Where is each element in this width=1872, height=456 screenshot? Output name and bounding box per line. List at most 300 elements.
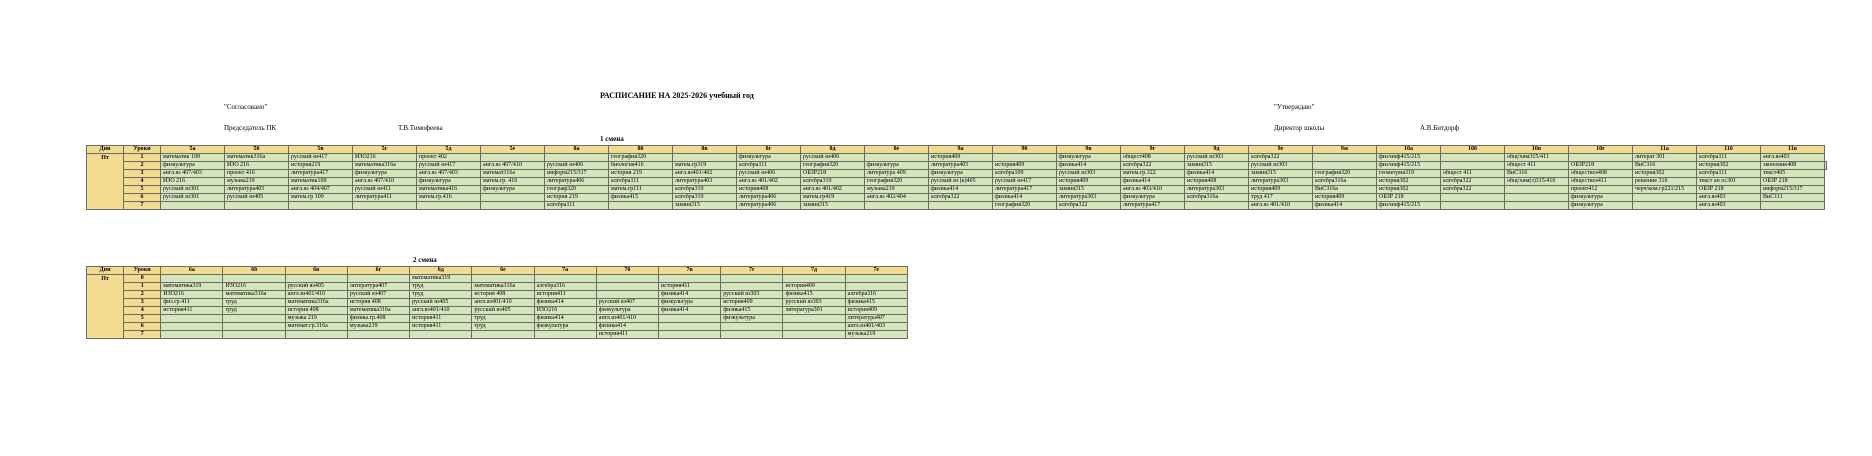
schedule-cell: англ.яз403 xyxy=(1761,154,1825,162)
schedule-cell: литература406 xyxy=(545,178,609,186)
schedule-cell: математ.гр.316а xyxy=(285,323,347,331)
class-header: 10а xyxy=(1377,146,1441,154)
schedule-cell: общест 411 xyxy=(1505,162,1569,170)
schedule-cell: физика414 xyxy=(534,315,596,323)
schedule-cell xyxy=(223,275,285,283)
schedule-cell: труд xyxy=(472,315,534,323)
table-row xyxy=(87,178,1827,186)
class-header: 7а xyxy=(534,267,596,275)
schedule-cell: текст ан ос301 xyxy=(1697,178,1761,186)
class-header: 6е xyxy=(472,267,534,275)
schedule-cell xyxy=(1441,194,1505,202)
class-header: 10г xyxy=(1569,146,1633,154)
schedule-cell: химия315 xyxy=(1185,162,1249,170)
schedule-cell: физкультура xyxy=(659,299,721,307)
schedule-cell: история409 xyxy=(783,283,845,291)
schedule-cell: история411 xyxy=(410,323,472,331)
schedule-cell: физика414 xyxy=(659,291,721,299)
schedule-cell: ВиС316 xyxy=(1633,162,1697,170)
schedule-cell: русский яз405 xyxy=(410,299,472,307)
schedule-cell: химия315 xyxy=(673,202,737,210)
schedule-cell: история 408 xyxy=(472,291,534,299)
lesson-number: 4 xyxy=(124,178,161,186)
schedule-cell: ВиС316а xyxy=(1313,186,1377,194)
schedule-cell: алгебра316 xyxy=(534,283,596,291)
schedule-cell: физика414 xyxy=(659,307,721,315)
schedule-cell: химия315 xyxy=(801,202,865,210)
schedule-cell: физкультура xyxy=(481,186,545,194)
day-cell: Пт xyxy=(87,275,124,339)
schedule-cell xyxy=(845,283,907,291)
schedule-cell: русский яз (к)405 xyxy=(929,178,993,186)
schedule-cell xyxy=(161,275,223,283)
schedule-cell: физ.гр.411 xyxy=(161,299,223,307)
schedule-cell: история302 xyxy=(1697,162,1761,170)
schedule-cell: труд xyxy=(410,291,472,299)
schedule-cell: история408 xyxy=(737,186,801,194)
schedule-cell: физкультура xyxy=(534,323,596,331)
schedule-cell xyxy=(609,202,673,210)
schedule-cell xyxy=(1441,162,1505,170)
schedule-cell: русский яз411 xyxy=(353,186,417,194)
schedule-cell: физика415 xyxy=(721,307,783,315)
schedule-cell: обществоз408 xyxy=(1569,170,1633,178)
schedule-cell: математика416 xyxy=(417,186,481,194)
schedule-cell: химия315 xyxy=(1057,186,1121,194)
schedule-cell: ОБЗР 218 xyxy=(1697,186,1761,194)
schedule-cell: англ.яз401/410 xyxy=(410,307,472,315)
schedule-cell xyxy=(1441,202,1505,210)
lesson-number: 5 xyxy=(124,315,161,323)
schedule-cell: музыка219 xyxy=(865,186,929,194)
schedule-cell xyxy=(353,202,417,210)
schedule-cell: географ320 xyxy=(545,186,609,194)
schedule-cell: алгебра111 xyxy=(609,178,673,186)
schedule-cell xyxy=(1633,202,1697,210)
class-header: 11а xyxy=(1633,146,1697,154)
class-header: 8в xyxy=(673,146,737,154)
lesson-number: 4 xyxy=(124,307,161,315)
schedule-cell: история409 xyxy=(1249,186,1313,194)
table-row xyxy=(87,194,1827,202)
schedule-cell xyxy=(659,275,721,283)
days-header: Дни xyxy=(87,267,124,275)
schedule-cell xyxy=(596,283,658,291)
chair-name: Т.В.Тимофеева xyxy=(398,124,443,132)
schedule-cell: физика414 xyxy=(1313,202,1377,210)
schedule-cell: русский яз417 xyxy=(993,178,1057,186)
schedule-cell: англ.яз 401/402 xyxy=(801,186,865,194)
header-row xyxy=(87,146,1827,154)
schedule-cell: русский яз417 xyxy=(289,154,353,162)
schedule-cell xyxy=(161,323,223,331)
schedule-cell: русский яз303 xyxy=(1249,162,1313,170)
schedule-cell xyxy=(161,315,223,323)
schedule-cell: литерат 301 xyxy=(1633,154,1697,162)
schedule-cell: русский яз405 xyxy=(285,283,347,291)
schedule-cell: география320 xyxy=(1313,170,1377,178)
schedule-cell: труд xyxy=(223,299,285,307)
schedule-cell: история302 xyxy=(1377,186,1441,194)
schedule-cell: информ215/317 xyxy=(1761,186,1825,194)
schedule-cell: физика415 xyxy=(609,194,673,202)
lesson-number: 6 xyxy=(124,194,161,202)
schedule-cell xyxy=(845,275,907,283)
schedule-cell xyxy=(545,154,609,162)
schedule-cell: ИЗО 216 xyxy=(225,162,289,170)
schedule-cell: англ.яз401/402 xyxy=(673,170,737,178)
schedule-cell xyxy=(1761,202,1825,210)
schedule-cell: математика316а xyxy=(353,162,417,170)
schedule-cell: алгебра111 xyxy=(737,162,801,170)
schedule-cell: матем.гр.322 xyxy=(1121,170,1185,178)
schedule-cell: литература417 xyxy=(289,170,353,178)
schedule-cell: физкультура xyxy=(417,178,481,186)
class-header: 9в xyxy=(1057,146,1121,154)
schedule-cell: физкультура xyxy=(737,154,801,162)
header-row xyxy=(87,267,908,275)
schedule-cell xyxy=(1825,162,1827,170)
schedule-cell xyxy=(1313,154,1377,162)
schedule-cell: география320 xyxy=(609,154,673,162)
schedule-cell: математик109 xyxy=(289,178,353,186)
schedule-cell xyxy=(659,323,721,331)
class-header: 11в xyxy=(1761,146,1825,154)
schedule-cell: англ.яз 401/410 xyxy=(1249,202,1313,210)
class-header: 6а xyxy=(161,267,223,275)
schedule-cell: проект 416 xyxy=(225,170,289,178)
class-header: 5г xyxy=(353,146,417,154)
schedule-cell: история 408 xyxy=(285,307,347,315)
schedule-cell: алгебра322 xyxy=(1441,178,1505,186)
schedule-cell: труд 417 xyxy=(1249,194,1313,202)
schedule-cell: ИЗО216 xyxy=(161,291,223,299)
schedule-cell xyxy=(721,323,783,331)
schedule-cell: литература301 xyxy=(783,307,845,315)
shift1-table xyxy=(86,145,1827,210)
schedule-cell xyxy=(659,331,721,339)
schedule-cell xyxy=(1633,194,1697,202)
table-row xyxy=(87,154,1827,162)
class-header: 10в xyxy=(1505,146,1569,154)
schedule-cell xyxy=(347,331,409,339)
class-header: 9е xyxy=(1249,146,1313,154)
schedule-cell xyxy=(783,323,845,331)
table-row xyxy=(87,323,908,331)
schedule-cell: алгебра111 xyxy=(545,202,609,210)
agreed-label: "Согласовано" xyxy=(224,103,268,111)
schedule-cell xyxy=(1505,186,1569,194)
schedule-cell xyxy=(223,323,285,331)
schedule-cell: англ.яз 407/410 xyxy=(481,162,545,170)
schedule-cell: химия315 xyxy=(1249,170,1313,178)
schedule-cell: русский яз405 xyxy=(225,194,289,202)
schedule-cell: биология416 xyxy=(609,162,673,170)
schedule-cell: англ.яз 407/403 xyxy=(417,170,481,178)
schedule-cell xyxy=(481,154,545,162)
schedule-cell: история409 xyxy=(1313,194,1377,202)
schedule-cell: алгебра319 xyxy=(801,178,865,186)
schedule-cell: история219 xyxy=(289,162,353,170)
schedule-cell: литература417 xyxy=(993,186,1057,194)
schedule-cell xyxy=(534,331,596,339)
schedule-cell: общест 411 xyxy=(1441,170,1505,178)
schedule-cell xyxy=(161,331,223,339)
schedule-cell: физика415 xyxy=(845,299,907,307)
schedule-cell xyxy=(1569,154,1633,162)
class-header: 6д xyxy=(410,267,472,275)
schedule-cell: математика316а xyxy=(347,307,409,315)
schedule-cell: англ.яз403 xyxy=(1697,202,1761,210)
schedule-cell: ОБЗР 218 xyxy=(1761,178,1825,186)
class-header: 8б xyxy=(609,146,673,154)
class-header: 6г xyxy=(347,267,409,275)
class-header: 8г xyxy=(737,146,801,154)
schedule-cell: труд xyxy=(223,307,285,315)
schedule-cell: англ.яз 404/407 xyxy=(289,186,353,194)
schedule-cell: математика316а xyxy=(285,299,347,307)
schedule-cell: матем.гр319 xyxy=(673,162,737,170)
schedule-cell xyxy=(929,202,993,210)
lesson-number: 2 xyxy=(124,291,161,299)
schedule-cell: ВиС111 xyxy=(1761,194,1825,202)
schedule-cell: физика414 xyxy=(1185,170,1249,178)
schedule-cell: история302 xyxy=(1377,178,1441,186)
schedule-cell xyxy=(417,202,481,210)
schedule-cell: алгебра316а xyxy=(1313,178,1377,186)
schedule-cell: ИЗО 216 xyxy=(161,178,225,186)
schedule-cell: ИЗО216 xyxy=(534,307,596,315)
schedule-cell: англ.яз 402/404 xyxy=(865,194,929,202)
schedule-cell: алгебра322 xyxy=(1121,162,1185,170)
schedule-cell: литература406 xyxy=(737,194,801,202)
schedule-cell: физкультура xyxy=(596,307,658,315)
schedule-cell xyxy=(223,331,285,339)
schedule-cell: литература303 xyxy=(1057,194,1121,202)
class-header: 5д xyxy=(417,146,481,154)
schedule-cell: физкультура xyxy=(721,315,783,323)
class-header: 7г xyxy=(721,267,783,275)
schedule-cell: экономик408 xyxy=(1761,162,1825,170)
class-header: 9д xyxy=(1185,146,1249,154)
schedule-cell: геометрия319 xyxy=(1377,170,1441,178)
schedule-cell xyxy=(721,331,783,339)
lessons-header: Уроки xyxy=(124,146,161,154)
schedule-cell: решение 316 xyxy=(1633,178,1697,186)
class-header: 9а xyxy=(929,146,993,154)
schedule-cell: математик 109 xyxy=(161,154,225,162)
schedule-cell: русский яз406 xyxy=(801,154,865,162)
schedule-cell: русский яз405 xyxy=(472,307,534,315)
schedule-cell: англ.яз 403/410 xyxy=(1121,186,1185,194)
class-header: 11б xyxy=(1697,146,1761,154)
schedule-cell: алгебра322 xyxy=(1249,154,1313,162)
schedule-cell: музыка 219 xyxy=(285,315,347,323)
table-row xyxy=(87,162,1827,170)
schedule-cell xyxy=(225,202,289,210)
table-row xyxy=(87,202,1827,210)
schedule-cell: литература406 xyxy=(737,202,801,210)
schedule-cell: литература405 xyxy=(225,186,289,194)
class-header: 5е xyxy=(481,146,545,154)
schedule-cell: литература407 xyxy=(347,283,409,291)
schedule-cell xyxy=(783,331,845,339)
lesson-number: 0 xyxy=(124,275,161,283)
schedule-cell: матем.гр419 xyxy=(801,194,865,202)
schedule-cell xyxy=(1185,202,1249,210)
class-header: 7е xyxy=(845,267,907,275)
schedule-cell: математика319 xyxy=(161,283,223,291)
schedule-cell: история 219 xyxy=(545,194,609,202)
schedule-cell xyxy=(1505,202,1569,210)
schedule-cell: информ215/317 xyxy=(545,170,609,178)
schedule-cell xyxy=(285,275,347,283)
schedule-cell: общ/хим(з)315/410 xyxy=(1505,178,1569,186)
schedule-cell: история411 xyxy=(410,315,472,323)
schedule-cell: ОБЗР218 xyxy=(1569,162,1633,170)
schedule-cell xyxy=(596,291,658,299)
schedule-cell: история409 xyxy=(721,299,783,307)
table-row xyxy=(87,307,908,315)
schedule-cell: история302 xyxy=(1633,170,1697,178)
shift2-table xyxy=(86,266,908,339)
class-header: 5б xyxy=(225,146,289,154)
schedule-cell: физика414 xyxy=(1121,178,1185,186)
schedule-cell: русский яз303 xyxy=(1057,170,1121,178)
schedule-cell: физкультура xyxy=(1569,194,1633,202)
schedule-cell: математика319 xyxy=(410,275,472,283)
class-header: 9г xyxy=(1121,146,1185,154)
schedule-cell xyxy=(721,283,783,291)
schedule-cell xyxy=(659,315,721,323)
schedule-cell: литература303 xyxy=(1249,178,1313,186)
schedule-cell: англ.яз401/403 xyxy=(845,323,907,331)
class-header: 9б xyxy=(993,146,1057,154)
class-header: 9ж xyxy=(1313,146,1377,154)
lesson-number: 3 xyxy=(124,299,161,307)
shift1-caption: 1 смена xyxy=(600,135,624,143)
class-header: 5в xyxy=(289,146,353,154)
schedule-cell xyxy=(289,202,353,210)
schedule-cell: матем.гр. 416 xyxy=(481,178,545,186)
schedule-cell: география320 xyxy=(865,178,929,186)
schedule-cell: физкультура xyxy=(1121,194,1185,202)
schedule-cell: физ/инф415/215 xyxy=(1377,162,1441,170)
schedule-cell: русский яз301 xyxy=(161,186,225,194)
table-row xyxy=(87,283,908,291)
schedule-cell xyxy=(161,202,225,210)
class-header: 6в xyxy=(285,267,347,275)
schedule-cell: алгебра319 xyxy=(673,186,737,194)
schedule-cell: ИЗО216 xyxy=(223,283,285,291)
schedule-cell: физика414 xyxy=(596,323,658,331)
schedule-cell: история411 xyxy=(596,331,658,339)
schedule-cell: литература405 xyxy=(929,162,993,170)
schedule-cell: физика414 xyxy=(534,299,596,307)
days-header: Дни xyxy=(87,146,124,154)
schedule-cell: общ/хим315/411 xyxy=(1505,154,1569,162)
schedule-cell xyxy=(1505,194,1569,202)
table-row xyxy=(87,291,908,299)
schedule-cell xyxy=(721,275,783,283)
schedule-cell: англ.яз401/410 xyxy=(472,299,534,307)
schedule-cell: математик316а xyxy=(225,154,289,162)
schedule-cell: труд xyxy=(410,283,472,291)
schedule-cell: алгебра322 xyxy=(1057,202,1121,210)
schedule-cell: общест408 xyxy=(1121,154,1185,162)
day-cell: Пт xyxy=(87,154,124,210)
schedule-cell: музыка219 xyxy=(845,331,907,339)
schedule-cell: алгебра316 xyxy=(845,291,907,299)
schedule-cell xyxy=(285,331,347,339)
class-header: 5а xyxy=(161,146,225,154)
schedule-cell: физкультура xyxy=(1057,154,1121,162)
schedule-cell: англ.яз403 xyxy=(1697,194,1761,202)
schedule-cell: литература411 xyxy=(353,194,417,202)
director-role: Директор школы xyxy=(1274,124,1325,132)
schedule-cell: музыка219 xyxy=(225,178,289,186)
schedule-cell: литература 409 xyxy=(865,170,929,178)
schedule-cell: физкультура xyxy=(353,170,417,178)
schedule-cell: ВиС316 xyxy=(1505,170,1569,178)
schedule-cell: физика.гр.408 xyxy=(347,315,409,323)
schedule-cell: ИЗО216 xyxy=(353,154,417,162)
schedule-cell: география320 xyxy=(801,162,865,170)
chair-role: Председатель ПК xyxy=(224,124,277,132)
schedule-cell: англ.яз 401/402 xyxy=(737,178,801,186)
class-header: 6б xyxy=(223,267,285,275)
schedule-cell: история409 xyxy=(929,154,993,162)
schedule-cell: алгебра316а xyxy=(1185,194,1249,202)
class-header: 7д xyxy=(783,267,845,275)
schedule-cell xyxy=(481,194,545,202)
table-row xyxy=(87,331,908,339)
schedule-cell: матем.гр 109 xyxy=(289,194,353,202)
schedule-cell: русский яз407 xyxy=(347,291,409,299)
schedule-cell: алгебра322 xyxy=(929,194,993,202)
schedule-cell xyxy=(472,331,534,339)
schedule-cell: ОБЗР 218 xyxy=(1377,194,1441,202)
schedule-cell: физика415 xyxy=(783,291,845,299)
schedule-cell: обществоз411 xyxy=(1569,178,1633,186)
lessons-header: Уроки xyxy=(124,267,161,275)
schedule-cell: история409 xyxy=(845,307,907,315)
schedule-cell: история408 xyxy=(1185,178,1249,186)
schedule-cell: проект 402 xyxy=(417,154,481,162)
class-header: 7в xyxy=(659,267,721,275)
table-row xyxy=(87,315,908,323)
schedule-cell: физика414 xyxy=(929,186,993,194)
schedule-cell: проект412 xyxy=(1569,186,1633,194)
schedule-cell: литература417 xyxy=(1121,202,1185,210)
schedule-cell xyxy=(347,275,409,283)
table-row xyxy=(87,299,908,307)
schedule-cell: история 408 xyxy=(347,299,409,307)
schedule-cell: физкультура xyxy=(929,170,993,178)
schedule-cell: алгебра109 xyxy=(993,170,1057,178)
schedule-cell xyxy=(596,275,658,283)
schedule-cell: физкультура xyxy=(1569,202,1633,210)
director-name: А.В.Битдорф xyxy=(1420,124,1460,132)
lesson-number: 7 xyxy=(124,331,161,339)
schedule-cell xyxy=(783,275,845,283)
schedule-cell: англ.яз 407/410 xyxy=(353,178,417,186)
lesson-number: 5 xyxy=(124,186,161,194)
schedule-cell: физ/инф415/215 xyxy=(1377,154,1441,162)
schedule-cell xyxy=(472,275,534,283)
schedule-cell: текст405 xyxy=(1761,170,1825,178)
schedule-cell: физика414 xyxy=(1057,162,1121,170)
